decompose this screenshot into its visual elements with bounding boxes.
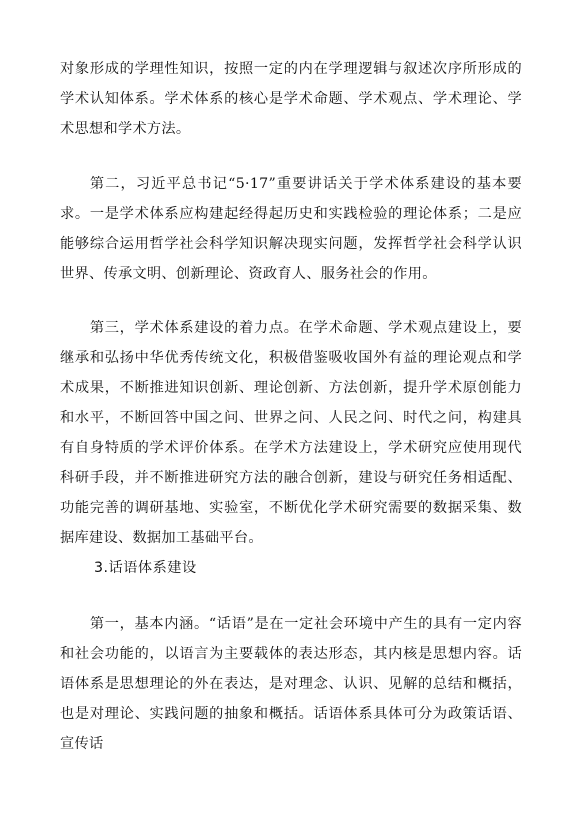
paragraph-discourse-definition: 第一，基本内涵。“话语”是在一定社会环境中产生的具有一定内容和社会功能的，以语言为主要载体的表达形态，其内核是思想内容。话语体系是思想理论的外在表达，是对理念、认识、见解的总结和概括，也是对理论、实践问题的抽象和概括。话语体系具体可分为政策话语、宣传话 — [60, 616, 522, 752]
section-heading-discourse-system: 3.话语体系建设 — [94, 560, 197, 576]
paragraph-second-requirements: 第二，习近平总书记“5·17”重要讲话关于学术体系建设的基本要求。一是学术体系应构建起经得起历史和实践检验的理论体系；二是应能够综合运用哲学社会科学知识解决现实问题，发挥哲学社会科学认识世界、传承文明、创新理论、资政育人、服务社会的作用。 — [60, 176, 522, 282]
paragraph-academic-system-definition: 对象形成的学理性知识，按照一定的内在学理逻辑与叙述次序所形成的学术认知体系。学术体系的核心是学术命题、学术观点、学术理论、学术思想和学术方法。 — [60, 61, 522, 137]
paragraph-third-focus: 第三，学术体系建设的着力点。在学术命题、学术观点建设上，要继承和弘扬中华优秀传统文化，积极借鉴吸收国外有益的理论观点和学术成果，不断推进知识创新、理论创新、方法创新，提升学术原创能力和水平，不断回答中国之问、世界之问、人民之问、时代之问，构建具有自身特质的学术评价体系。在学术方法建设上，学术研究应使用现代科研手段，并不断推进研究方法的融合创新，建设与研究任务相适配、功能完善的调研基地、实验室，不断优化学术研究需要的数据采集、数据库建设、数据加工基础平台。 — [60, 320, 522, 546]
